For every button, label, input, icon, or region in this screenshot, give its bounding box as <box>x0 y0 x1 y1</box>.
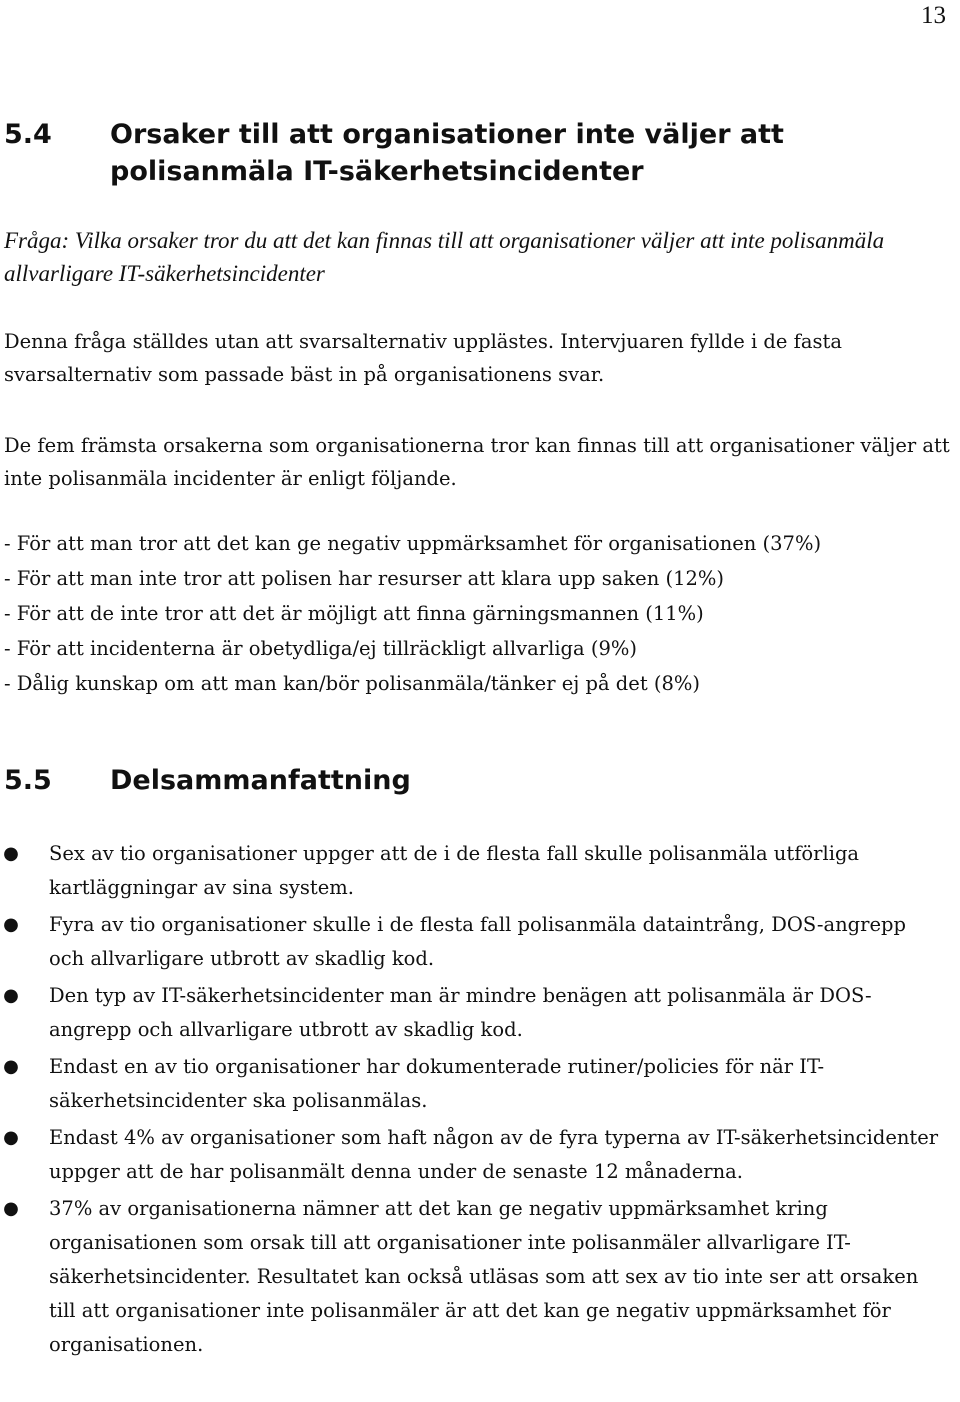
summary-bullet-text: Den typ av IT-säkerhetsincidenter man är mindre benägen att polisanmäla är DOS-angrepp och allvarligare utbrott av skadlig kod. <box>49 984 872 1041</box>
section-number: 5.5 <box>4 765 52 796</box>
survey-question: Fråga: Vilka orsaker tror du att det kan finnas till att organisationer väljer att inte polisanmäla allvarligare IT-säkerhetsincidenter <box>4 228 885 286</box>
reason-item: - Dålig kunskap om att man kan/bör polisanmäla/tänker ej på det (8%) <box>4 672 701 695</box>
bullet-icon: ● <box>3 1056 19 1077</box>
summary-bullet-item <box>0 1121 945 1189</box>
reason-item: - För att man inte tror att polisen har resurser att klara upp saken (12%) <box>4 567 725 590</box>
summary-bullet-text: Endast en av tio organisationer har dokumenterade rutiner/policies för när IT-säkerhetsincidenter ska polisanmälas. <box>49 1055 825 1112</box>
page-number: 13 <box>921 2 946 29</box>
summary-bullet-text: 37% av organisationerna nämner att det kan ge negativ uppmärksamhet kring organisationen som orsak till att organisationer inte polisanmäler allvarligare IT-säkerhetsincidenter. Resultatet kan också utläsas som att sex av tio inte ser att orsaken till att organisationer inte polisanmäler är att det kan ge negativ uppmärksamhet för organisationen. <box>49 1197 919 1356</box>
summary-bullet-item <box>0 1192 945 1362</box>
section-heading-5-5 <box>4 762 950 799</box>
reason-item: - För att de inte tror att det är möjligt att finna gärningsmannen (11%) <box>4 602 704 625</box>
reasons-list <box>4 526 960 701</box>
summary-bullet-text: Fyra av tio organisationer skulle i de flesta fall polisanmäla dataintrång, DOS-angrepp och allvarligare utbrott av skadlig kod. <box>49 913 906 970</box>
paragraph-method: Denna fråga ställdes utan att svarsalternativ upplästes. Intervjuaren fyllde i de fasta svarsalternativ som passade bäst in på organisationens svar. <box>4 330 842 386</box>
bullet-icon: ● <box>3 914 19 935</box>
bullet-icon: ● <box>3 843 19 864</box>
section-heading-5-4 <box>4 116 950 190</box>
bullet-icon: ● <box>3 1198 19 1219</box>
summary-bullet-item <box>0 837 945 905</box>
paragraph-intro-reasons: De fem främsta orsakerna som organisationerna tror kan finnas till att organisationer väljer att inte polisanmäla incidenter är enligt följande. <box>4 434 950 490</box>
section-title: Orsaker till att organisationer inte väljer att polisanmäla IT-säkerhetsincidenter <box>110 119 784 187</box>
bullet-icon: ● <box>3 985 19 1006</box>
reason-item: - För att incidenterna är obetydliga/ej tillräckligt allvarliga (9%) <box>4 637 638 660</box>
section-title: Delsammanfattning <box>110 765 411 796</box>
summary-bullet-text: Sex av tio organisationer uppger att de i de flesta fall skulle polisanmäla utförliga kartläggningar av sina system. <box>49 842 860 899</box>
reason-item: - För att man tror att det kan ge negativ uppmärksamhet för organisationen (37%) <box>4 532 822 555</box>
summary-bullet-text: Endast 4% av organisationer som haft någon av de fyra typerna av IT-säkerhetsincidenter uppger att de har polisanmält denna under de senaste 12 månaderna. <box>49 1126 939 1183</box>
summary-bullet-item <box>0 1050 945 1118</box>
bullet-icon: ● <box>3 1127 19 1148</box>
summary-bullet-item <box>0 908 945 976</box>
section-number: 5.4 <box>4 119 52 150</box>
summary-bullet-list <box>0 837 945 1365</box>
summary-bullet-item <box>0 979 945 1047</box>
